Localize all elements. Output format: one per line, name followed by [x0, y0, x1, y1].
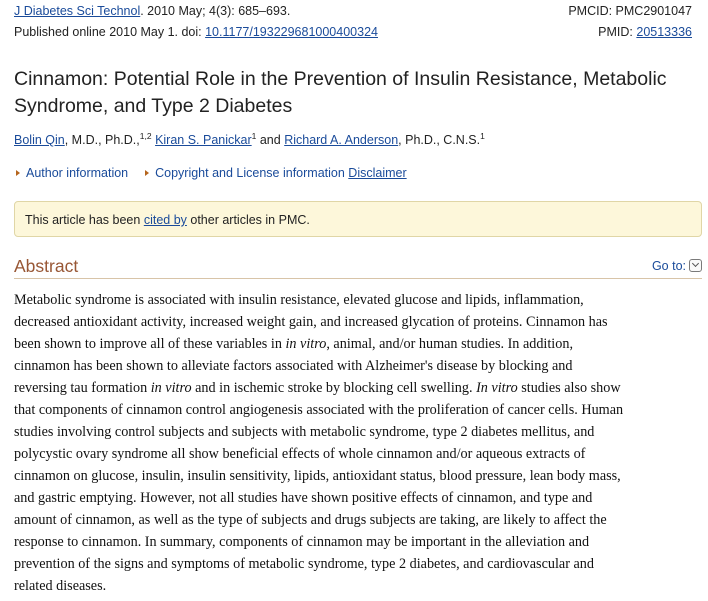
abstract-line	[14, 509, 699, 531]
cited-by-link[interactable]: cited by	[143, 213, 187, 227]
abstract-line	[14, 443, 699, 465]
cited-by-notice	[14, 201, 702, 237]
abstract-line	[14, 531, 699, 553]
abstract-line	[14, 311, 699, 333]
abstract-text-run: amount of cinnamon, as well as the type of subjects and drugs subjects are taking, are likely to affect the	[14, 512, 607, 528]
abstract-text-run: and gastric emptying. However, not all studies have shown positive effects of cinnamon, and type and	[14, 490, 593, 506]
doi-link[interactable]: 10.1177/193229681000400324	[205, 25, 378, 39]
abstract-line	[14, 355, 699, 377]
author-affiliation-sup: 1,2	[139, 131, 152, 141]
author-degrees: , M.D., Ph.D.,	[64, 133, 140, 148]
pmid-link[interactable]: 20513336	[636, 25, 692, 39]
citation-left	[14, 4, 290, 18]
author-list	[14, 131, 485, 147]
abstract-line	[14, 333, 699, 355]
abstract-italic-term: In vitro	[476, 380, 518, 396]
abstract-text-run: reversing tau formation	[14, 380, 151, 396]
abstract-line	[14, 465, 699, 487]
author-degrees: , Ph.D., C.N.S.	[398, 133, 481, 148]
abstract-body	[14, 289, 699, 597]
expand-triangle-icon	[145, 170, 149, 176]
goto-link[interactable]: Go to:	[651, 259, 686, 273]
author-joiner: and	[256, 133, 285, 148]
abstract-text-run: related diseases.	[14, 578, 107, 594]
pmid-prefix: PMID:	[598, 25, 637, 39]
cited-by-prefix: This article has been	[25, 213, 144, 227]
abstract-italic-term: in vitro	[285, 336, 327, 352]
abstract-line	[14, 575, 699, 597]
abstract-text-run: cinnamon on glucose, insulin, insulin sensitivity, lipids, antioxidant status, blood pressure, lean body mass,	[14, 468, 621, 484]
copyright-info-link[interactable]: Copyright and License information	[155, 166, 345, 180]
abstract-line	[14, 553, 699, 575]
author-information-link[interactable]: Author information	[26, 166, 129, 180]
chevron-down-icon[interactable]	[689, 259, 702, 272]
abstract-heading: Abstract	[14, 256, 79, 276]
abstract-text-run: studies involving control subjects and subjects with metabolic syndrome, type 2 diabetes mellitus, and	[14, 424, 595, 440]
author-link-qin[interactable]: Bolin Qin	[14, 133, 65, 148]
abstract-italic-term: in vitro	[150, 380, 192, 396]
author-link-panickar[interactable]: Kiran S. Panickar	[155, 133, 252, 148]
disclaimer-link[interactable]: Disclaimer	[348, 166, 407, 180]
author-link-anderson[interactable]: Richard A. Anderson	[284, 133, 399, 148]
published-line	[14, 25, 378, 39]
abstract-text-run: response to cinnamon. In summary, components of cinnamon may be important in the alleviation and	[14, 534, 590, 550]
abstract-text-run: studies also show	[517, 380, 621, 396]
abstract-line	[14, 377, 699, 399]
author-affiliation-sup: 1	[251, 131, 257, 141]
article-title: Cinnamon: Potential Role in the Prevention of Insulin Resistance, Metabolic Syndrome, and Type 2 Diabetes	[14, 68, 667, 117]
abstract-text-run: that components of cinnamon control angiogenesis associated with the proliferation of cancer cells. Human	[14, 402, 624, 418]
article-info-links	[16, 166, 407, 180]
author-affiliation-sup: 1	[480, 131, 485, 141]
abstract-text-run: , animal, and/or human studies. In addition,	[326, 336, 573, 352]
goto-control[interactable]	[652, 259, 702, 273]
journal-issue: . 2010 May; 4(3): 685–693.	[140, 4, 291, 18]
pmid-line	[598, 25, 692, 39]
pmcid-label: PMCID: PMC2901047	[568, 4, 692, 18]
abstract-text-run: polycystic ovary syndrome all show beneficial effects of whole cinnamon and/or aqueous extracts of	[14, 446, 586, 462]
journal-link[interactable]: J Diabetes Sci Technol	[14, 4, 141, 18]
abstract-line	[14, 399, 699, 421]
cited-by-suffix: other articles in PMC.	[186, 213, 310, 227]
abstract-text-run: Metabolic syndrome is associated with insulin resistance, elevated glucose and lipids, inflammation,	[14, 292, 584, 308]
abstract-line	[14, 421, 699, 443]
abstract-text-run: decreased antioxidant activity, increased weight gain, and increased glycation of proteins. Cinnamon has	[14, 314, 608, 330]
abstract-text-run: cinnamon has been shown to alleviate factors associated with Alzheimer's disease by blocking and	[14, 358, 573, 374]
expand-triangle-icon	[16, 170, 20, 176]
abstract-text-run: and in ischemic stroke by blocking cell swelling.	[191, 380, 477, 396]
abstract-line	[14, 487, 699, 509]
published-prefix: Published online 2010 May 1. doi:	[14, 25, 206, 39]
abstract-header	[14, 256, 702, 279]
abstract-text-run: prevention of the signs and symptoms of metabolic syndrome, type 2 diabetes, and cardiovascular and	[14, 556, 594, 572]
abstract-line	[14, 289, 699, 311]
abstract-text-run: been shown to improve all of these variables in	[14, 336, 286, 352]
